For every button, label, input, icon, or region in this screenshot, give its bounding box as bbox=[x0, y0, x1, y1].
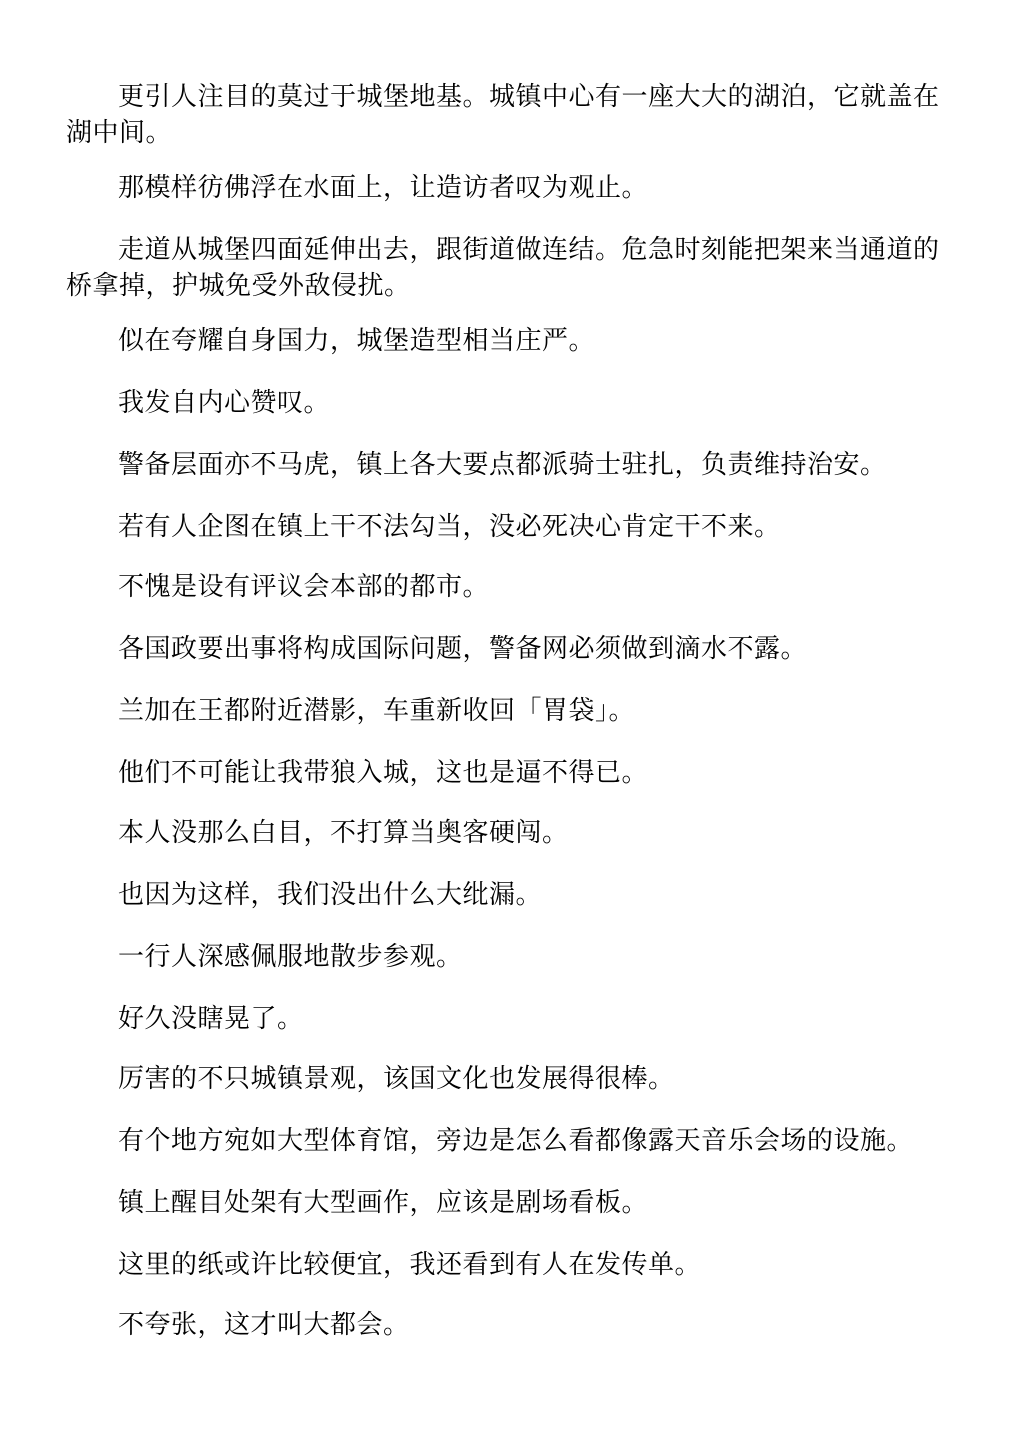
paragraph: 镇上醒目处架有大型画作，应该是剧场看板。 bbox=[118, 1188, 649, 1218]
paragraph: 警备层面亦不马虎，镇上各大要点都派骑士驻扎，负责维持治安。 bbox=[118, 450, 887, 480]
paragraph: 不愧是设有评议会本部的都市。 bbox=[118, 572, 490, 602]
paragraph: 一行人深感佩服地散步参观。 bbox=[118, 942, 463, 972]
paragraph: 这里的纸或许比较便宜，我还看到有人在发传单。 bbox=[118, 1250, 702, 1280]
paragraph: 不夸张，这才叫大都会。 bbox=[118, 1310, 410, 1340]
paragraph: 我发自内心赞叹。 bbox=[118, 388, 331, 418]
paragraph: 他们不可能让我带狼入城，这也是逼不得已。 bbox=[118, 758, 649, 788]
paragraph: 厉害的不只城镇景观，该国文化也发展得很棒。 bbox=[118, 1064, 675, 1094]
paragraph: 更引人注目的莫过于城堡地基。城镇中心有一座大大的湖泊，它就盖在湖中间。 bbox=[66, 82, 940, 148]
paragraph: 有个地方宛如大型体育馆，旁边是怎么看都像露天音乐会场的设施。 bbox=[118, 1126, 914, 1156]
paragraph: 本人没那么白目，不打算当奥客硬闯。 bbox=[118, 818, 569, 848]
paragraph: 好久没瞎晃了。 bbox=[118, 1004, 304, 1034]
paragraph: 也因为这样，我们没出什么大纰漏。 bbox=[118, 880, 543, 910]
paragraph: 那模样彷佛浮在水面上，让造访者叹为观止。 bbox=[118, 173, 649, 203]
paragraph: 各国政要出事将构成国际问题，警备网必须做到滴水不露。 bbox=[118, 634, 808, 664]
paragraph: 若有人企图在镇上干不法勾当，没必死决心肯定干不来。 bbox=[118, 512, 781, 542]
paragraph: 似在夸耀自身国力，城堡造型相当庄严。 bbox=[118, 326, 596, 356]
paragraph: 兰加在王都附近潜影，车重新收回「胃袋」。 bbox=[118, 696, 636, 726]
paragraph: 走道从城堡四面延伸出去，跟街道做连结。危急时刻能把架来当通道的桥拿掉，护城免受外敌侵扰。 bbox=[66, 235, 940, 301]
